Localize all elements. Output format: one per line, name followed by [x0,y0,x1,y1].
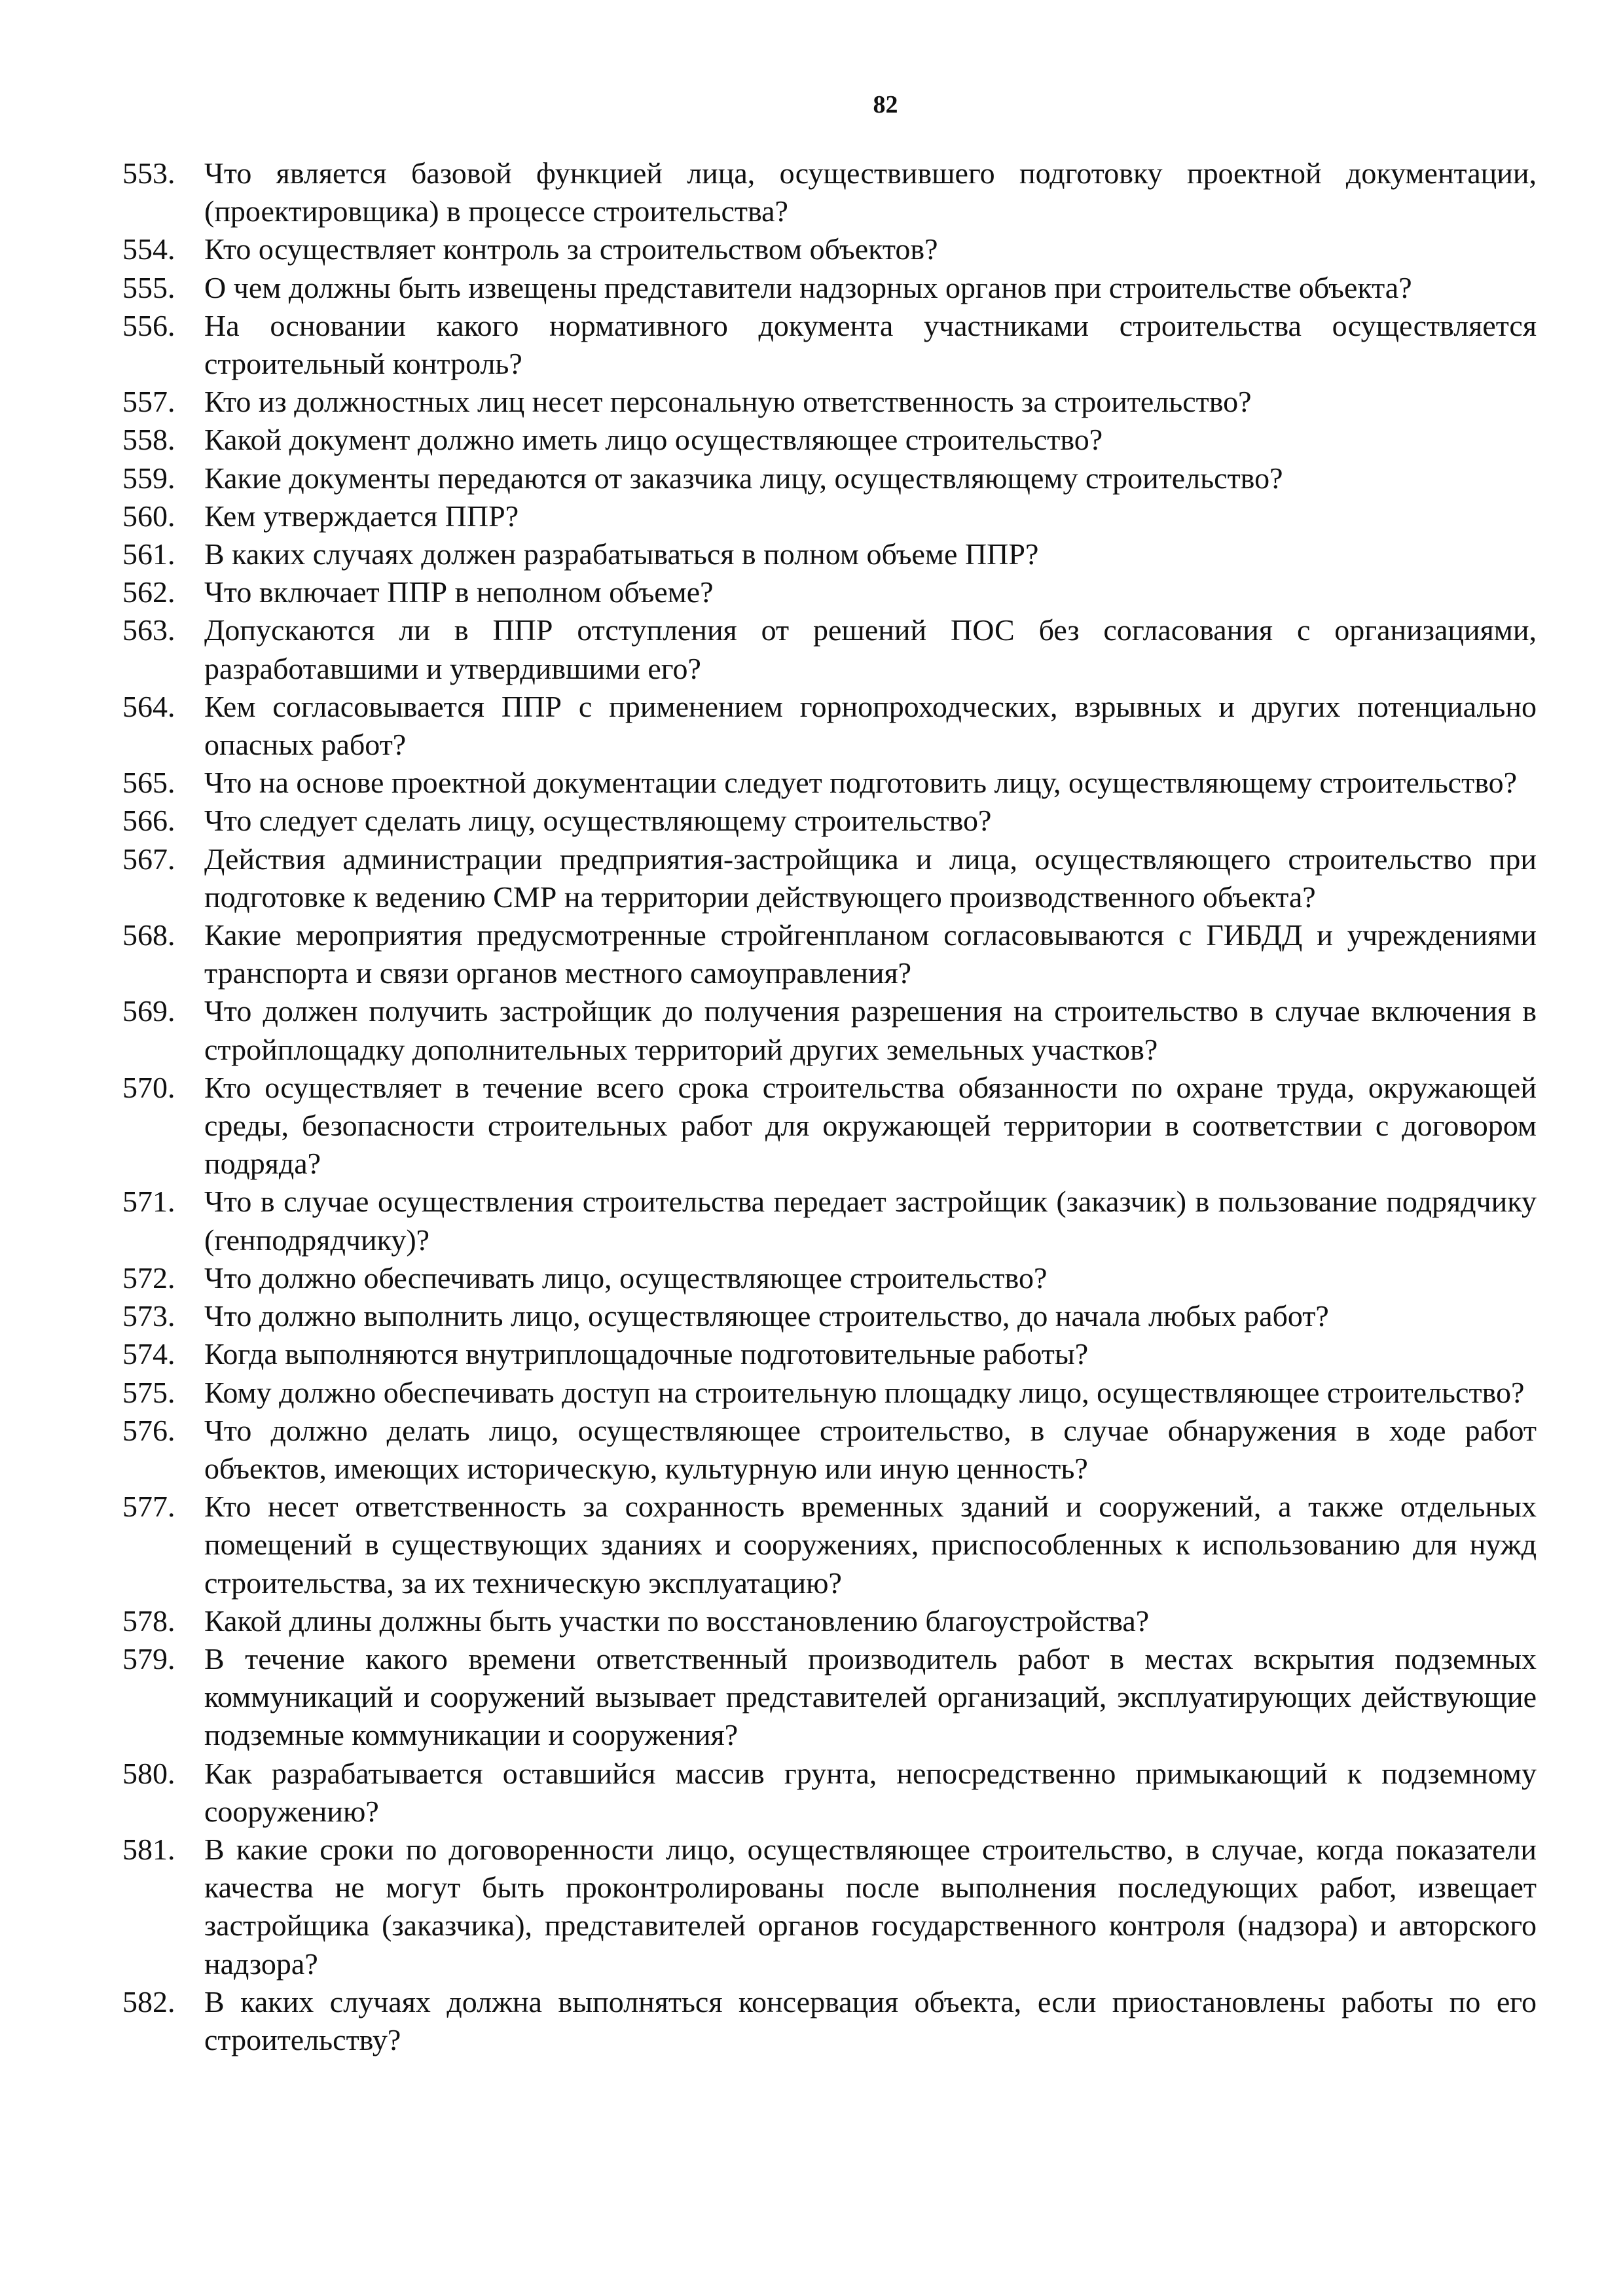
question-text: Кто осуществляет в течение всего срока строительства обязанности по охране труда, окружающей среды, безопасности строительных работ для окружающей территории в соответствии с договором подряда? [204,1070,1537,1181]
question-text: В течение какого времени ответственный производитель работ в местах вскрытия подземных коммуникаций и сооружений вызывает представителей организаций, эксплуатирующих действующие подземные коммуникации и сооружения? [204,1641,1537,1752]
question-number: 578. [122,1604,175,1638]
list-item [122,1335,1537,1373]
question-text: В каких случаях должен разрабатываться в полном объеме ППР? [204,537,1039,571]
question-text: Кому должно обеспечивать доступ на строительную площадку лицо, осуществляющее строительство? [204,1375,1525,1409]
question-number: 577. [122,1490,175,1524]
question-text: Что должно выполнить лицо, осуществляющее строительство, до начала любых работ? [204,1299,1329,1333]
question-text: Что следует сделать лицу, осуществляющему строительство? [204,804,992,838]
list-item [122,459,1537,497]
list-item [122,1374,1537,1412]
question-number: 567. [122,842,175,876]
question-number: 563. [122,613,175,647]
question-number: 553. [122,156,175,190]
list-item [122,1297,1537,1335]
question-number: 568. [122,918,175,952]
question-text: Какие документы передаются от заказчика лицу, осуществляющему строительство? [204,461,1283,495]
question-list [122,154,1537,2059]
question-text: В какие сроки по договоренности лицо, осуществляющее строительство, в случае, когда показатели качества не могут быть проконтролированы после выполнения последующих работ, извещает застройщика (заказчика), представителей органов государственного контроля (надзора) и авторского надзора? [204,1832,1537,1981]
question-text: Кто несет ответственность за сохранность временных зданий и сооружений, а также отдельных помещений в существующих зданиях и сооружениях, приспособленных к использованию для нужд строительства, за их техническую эксплуатацию? [204,1490,1537,1600]
list-item [122,573,1537,611]
question-text: Что является базовой функцией лица, осуществившего подготовку проектной документации, (проектировщика) в процессе строительства? [204,156,1537,228]
question-text: Что включает ППР в неполном объеме? [204,575,714,609]
question-number: 556. [122,308,175,342]
list-item [122,1755,1537,1831]
question-number: 581. [122,1832,175,1866]
list-item [122,497,1537,535]
list-item [122,383,1537,421]
question-text: Что должно делать лицо, осуществляющее строительство, в случае обнаружения в ходе работ объектов, имеющих историческую, культурную или иную ценность? [204,1413,1537,1485]
question-number: 573. [122,1299,175,1333]
question-number: 561. [122,537,175,571]
list-item [122,1831,1537,1983]
question-text: Кем утверждается ППР? [204,499,519,533]
question-number: 576. [122,1413,175,1447]
list-item [122,1412,1537,1488]
list-item [122,230,1537,268]
list-item [122,764,1537,802]
question-text: Что должен получить застройщик до получения разрешения на строительство в случае включения в стройплощадку дополнительных территорий других земельных участков? [204,994,1537,1066]
list-item [122,154,1537,230]
list-item [122,611,1537,687]
question-text: Кто из должностных лиц несет персональную ответственность за строительство? [204,385,1252,419]
question-text: О чем должны быть извещены представители надзорных органов при строительстве объекта? [204,270,1412,304]
question-number: 580. [122,1756,175,1790]
question-number: 571. [122,1185,175,1219]
question-text: Что в случае осуществления строительства передает застройщик (заказчик) в пользование подрядчику (генподрядчику)? [204,1185,1537,1257]
question-text: В каких случаях должна выполняться консервация объекта, если приостановлены работы по его строительству? [204,1984,1537,2056]
question-text: Действия администрации предприятия-застройщика и лица, осуществляющего строительство при подготовке к ведению СМР на территории действующего производственного объекта? [204,842,1537,914]
question-number: 579. [122,1641,175,1676]
question-number: 575. [122,1375,175,1409]
question-number: 572. [122,1261,175,1295]
question-text: Что на основе проектной документации следует подготовить лицу, осуществляющему строительство? [204,766,1518,800]
question-number: 565. [122,766,175,800]
question-number: 555. [122,270,175,304]
question-number: 554. [122,232,175,266]
question-number: 574. [122,1337,175,1371]
list-item [122,1602,1537,1640]
question-text: Какие мероприятия предусмотренные стройгенпланом согласовываются с ГИБДД и учреждениями транспорта и связи органов местного самоуправления? [204,918,1537,990]
list-item [122,1183,1537,1259]
question-text: Какой документ должно иметь лицо осуществляющее строительство? [204,423,1103,457]
list-item [122,1069,1537,1183]
list-item [122,269,1537,307]
question-text: На основании какого нормативного документа участниками строительства осуществляется строительный контроль? [204,308,1537,381]
list-item [122,1488,1537,1602]
list-item [122,307,1537,383]
list-item [122,688,1537,764]
question-number: 557. [122,385,175,419]
list-item [122,1640,1537,1755]
list-item [122,421,1537,459]
page-number: 82 [873,91,898,118]
question-number: 569. [122,994,175,1028]
question-number: 560. [122,499,175,533]
list-item [122,840,1537,916]
question-number: 562. [122,575,175,609]
question-number: 566. [122,804,175,838]
question-text: Когда выполняются внутриплощадочные подготовительные работы? [204,1337,1089,1371]
question-number: 570. [122,1070,175,1104]
question-text: Кем согласовывается ППР с применением горнопроходческих, взрывных и других потенциально опасных работ? [204,689,1537,762]
list-item [122,916,1537,992]
question-text: Какой длины должны быть участки по восстановлению благоустройства? [204,1604,1150,1638]
question-number: 582. [122,1984,175,2018]
question-text: Как разрабатывается оставшийся массив грунта, непосредственно примыкающий к подземному сооружению? [204,1756,1537,1828]
question-text: Допускаются ли в ППР отступления от решений ПОС без согласования с организациями, разработавшими и утвердившими его? [204,613,1537,685]
question-number: 559. [122,461,175,495]
list-item [122,1259,1537,1297]
list-item [122,535,1537,573]
question-text: Что должно обеспечивать лицо, осуществляющее строительство? [204,1261,1048,1295]
question-number: 564. [122,689,175,723]
list-item [122,992,1537,1068]
question-number: 558. [122,423,175,457]
list-item [122,802,1537,840]
list-item [122,1983,1537,2059]
question-text: Кто осуществляет контроль за строительством объектов? [204,232,938,266]
